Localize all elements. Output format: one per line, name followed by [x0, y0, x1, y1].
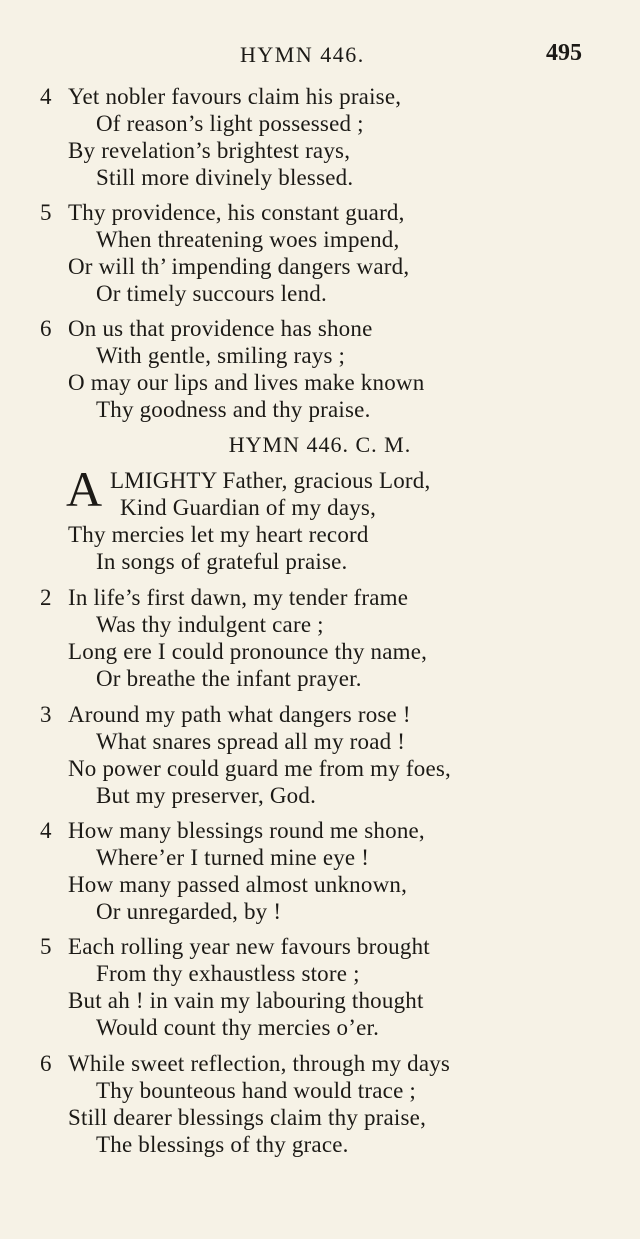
verse-line: While sweet reflection, through my days	[68, 1051, 451, 1076]
verse-line: No power could guard me from my foes,	[68, 756, 451, 781]
verse-line: The blessings of thy grace.	[96, 1132, 349, 1157]
verse-line: In songs of grateful praise.	[96, 549, 348, 574]
stanza-number: 5	[40, 200, 52, 225]
verse-line: In life’s first dawn, my tender frame	[68, 585, 409, 610]
verse-line: Where’er I turned mine eye !	[96, 845, 370, 870]
verse-line: Still dearer blessings claim thy praise,	[68, 1105, 427, 1130]
stanza-number: 6	[40, 1051, 52, 1076]
verse-line: Yet nobler favours claim his praise,	[68, 84, 402, 109]
verse-line: Or timely succours lend.	[96, 281, 327, 306]
running-head	[0, 38, 640, 72]
verse-line: Still more divinely blessed.	[96, 165, 354, 190]
verse-line: Was thy indulgent care ;	[96, 612, 324, 637]
verse-line: Each rolling year new favours brought	[68, 934, 430, 959]
stanza-number: 2	[40, 585, 52, 610]
verse-line: Would count thy mercies o’er.	[96, 1015, 380, 1040]
verse-line: LMIGHTY Father, gracious Lord,	[110, 468, 431, 493]
verse-line: What snares spread all my road !	[96, 729, 406, 754]
verse-line: Around my path what dangers rose !	[68, 702, 411, 727]
verse-line: Of reason’s light possessed ;	[96, 111, 364, 136]
verse-line: Kind Guardian of my days,	[120, 495, 377, 520]
verse-line: But my preserver, God.	[96, 783, 317, 808]
stanza-number: 5	[40, 934, 52, 959]
page-number: 495	[546, 40, 582, 66]
verse-line: From thy exhaustless store ;	[96, 961, 360, 986]
verse-line: How many passed almost unknown,	[68, 872, 408, 897]
verse-line: Thy providence, his constant guard,	[68, 200, 405, 225]
verse-line: Or breathe the infant prayer.	[96, 666, 362, 691]
hymn-heading: HYMN 446. C. M.	[228, 432, 412, 457]
verse-line: O may our lips and lives make known	[68, 370, 425, 395]
verse-line: With gentle, smiling rays ;	[96, 343, 346, 368]
stanza-number: 3	[40, 702, 52, 727]
stanza-number: 4	[40, 818, 52, 843]
verse-line: Thy bounteous hand would trace ;	[96, 1078, 417, 1103]
verse-line: How many blessings round me shone,	[68, 818, 425, 843]
stanza-number: 6	[40, 316, 52, 341]
verse-line: By revelation’s brightest rays,	[68, 138, 351, 163]
verse-line: When threatening woes impend,	[96, 227, 400, 252]
stanza-number: 4	[40, 84, 52, 109]
verse-line: But ah ! in vain my labouring thought	[68, 988, 424, 1013]
verse-line: Long ere I could pronounce thy name,	[68, 639, 428, 664]
verse-line: On us that providence has shone	[68, 316, 373, 341]
verse-line: Thy goodness and thy praise.	[96, 397, 371, 422]
running-head-title: HYMN 446.	[240, 42, 365, 67]
drop-cap: A	[66, 461, 103, 517]
verse-line: Or will th’ impending dangers ward,	[68, 254, 410, 279]
verse-line: Or unregarded, by !	[96, 899, 282, 924]
verse-line: Thy mercies let my heart record	[68, 522, 369, 547]
